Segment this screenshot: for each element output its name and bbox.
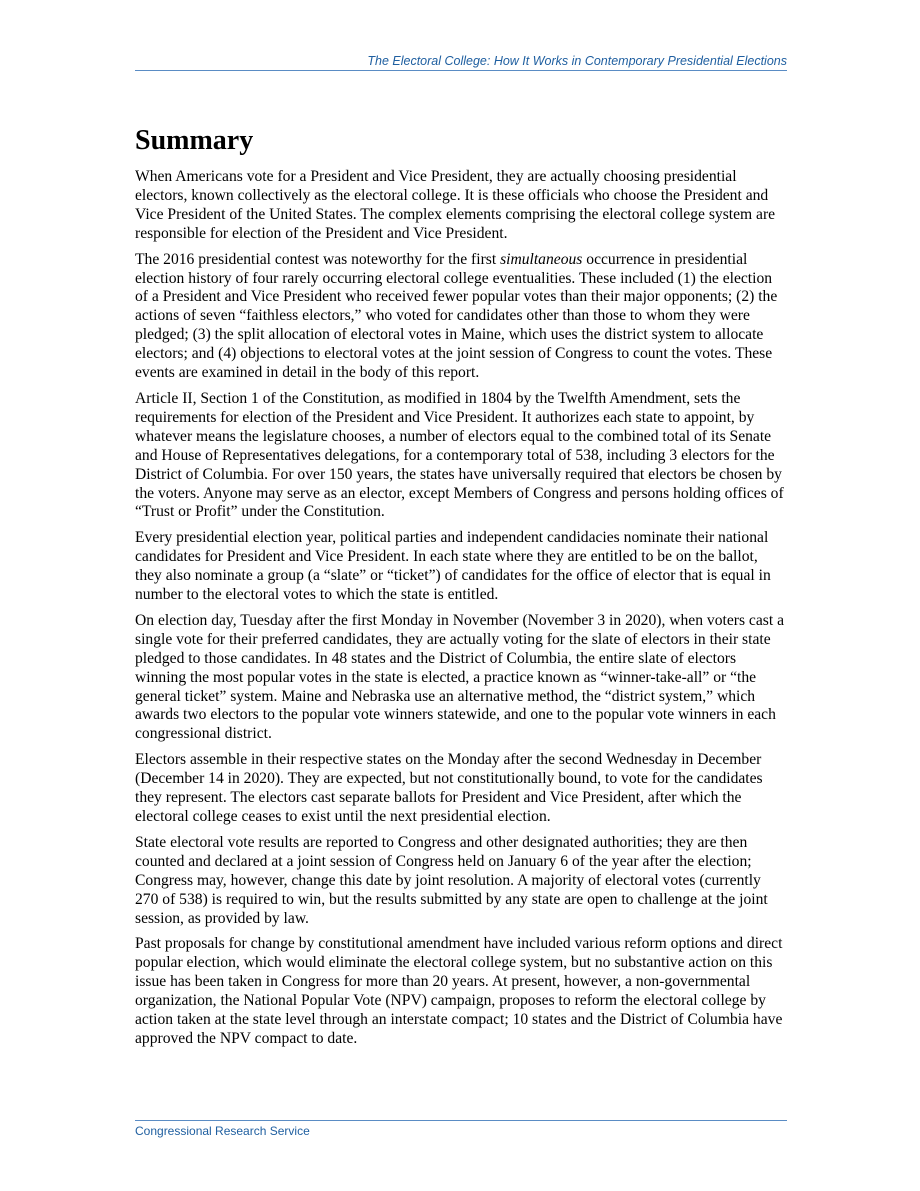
paragraph-2 xyxy=(135,251,787,383)
paragraph-2-emphasis: simultaneous xyxy=(500,250,583,268)
page-footer: Congressional Research Service xyxy=(135,1120,787,1138)
page-title: Summary xyxy=(135,125,254,156)
running-header: The Electoral College: How It Works in Contemporary Presidential Elections xyxy=(135,54,787,71)
paragraph-8: Past proposals for change by constitutional amendment have included various reform options and direct popular election, which would eliminate the electoral college system, but no substantive action on this issue has been taken in Congress for more than 20 years. At present, however, a non-governmental organization, the National Popular Vote (NPV) campaign, proposes to reform the electoral college by action taken at the state level through an interstate compact; 10 states and the District of Columbia have approved the NPV compact to date. xyxy=(135,935,783,1047)
paragraph-2-rest: occurrence in presidential election history of four rarely occurring electoral college eventualities. These included (1) the election of a President and Vice President who received fewer popular votes than their major opponents; (2) the actions of seven “faithless electors,” who voted for candidates other than those to whom they were pledged; (3) the split allocation of electoral votes in Maine, which uses the district system to allocate electors; and (4) objections to electoral votes at the joint session of Congress to count the votes. These events are examined in detail in the body of this report. xyxy=(135,250,778,382)
paragraph-5: On election day, Tuesday after the first Monday in November (November 3 in 2020), when voters cast a single vote for their preferred candidates, they are actually voting for the slate of electors in their state pledged to those candidates. In 48 states and the District of Columbia, the entire slate of electors winning the most popular votes in the state is elected, a practice known as “winner-take-all” or “the general ticket” system. Maine and Nebraska use an alternative method, the “district system,” which awards two electors to the popular vote winners statewide, and one to the popular vote winners in each congressional district. xyxy=(135,611,784,743)
paragraph-3: Article II, Section 1 of the Constitution, as modified in 1804 by the Twelfth Amendment, sets the requirements for election of the President and Vice President. It authorizes each state to appoint, by whatever means the legislature chooses, a number of electors equal to the combined total of its Senate and House of Representatives delegations, for a contemporary total of 538, including 3 electors for the District of Columbia. For over 150 years, the states have universally required that electors be chosen by the voters. Anyone may serve as an elector, except Members of Congress and persons holding offices of “Trust or Profit” under the Constitution. xyxy=(135,389,784,521)
paragraph-2-lead: The 2016 presidential contest was noteworthy for the first xyxy=(135,250,501,268)
summary-body xyxy=(135,168,787,1056)
paragraph-6: Electors assemble in their respective states on the Monday after the second Wednesday in December (December 14 in 2020). They are expected, but not constitutionally bound, to vote for the candidates they represent. The electors cast separate ballots for President and Vice President, after which the electoral college ceases to exist until the next presidential election. xyxy=(135,751,763,825)
paragraph-4: Every presidential election year, political parties and independent candidacies nominate their national candidates for President and Vice President. In each state where they are entitled to be on the ballot, they also nominate a group (a “slate” or “ticket”) of candidates for the office of elector that is equal in number to the electoral votes to which the state is entitled. xyxy=(135,529,771,604)
paragraph-7: State electoral vote results are reported to Congress and other designated authorities; they are then counted and declared at a joint session of Congress held on January 6 of the year after the election; Congress may, however, change this date by joint resolution. A majority of electoral votes (currently 270 of 538) is required to win, but the results submitted by any state are open to challenge at the joint session, as provided by law. xyxy=(135,833,768,927)
paragraph-1: When Americans vote for a President and Vice President, they are actually choosing presidential electors, known collectively as the electoral college. It is these officials who choose the President and Vice President of the United States. The complex elements comprising the electoral college system are responsible for election of the President and Vice President. xyxy=(135,168,776,242)
